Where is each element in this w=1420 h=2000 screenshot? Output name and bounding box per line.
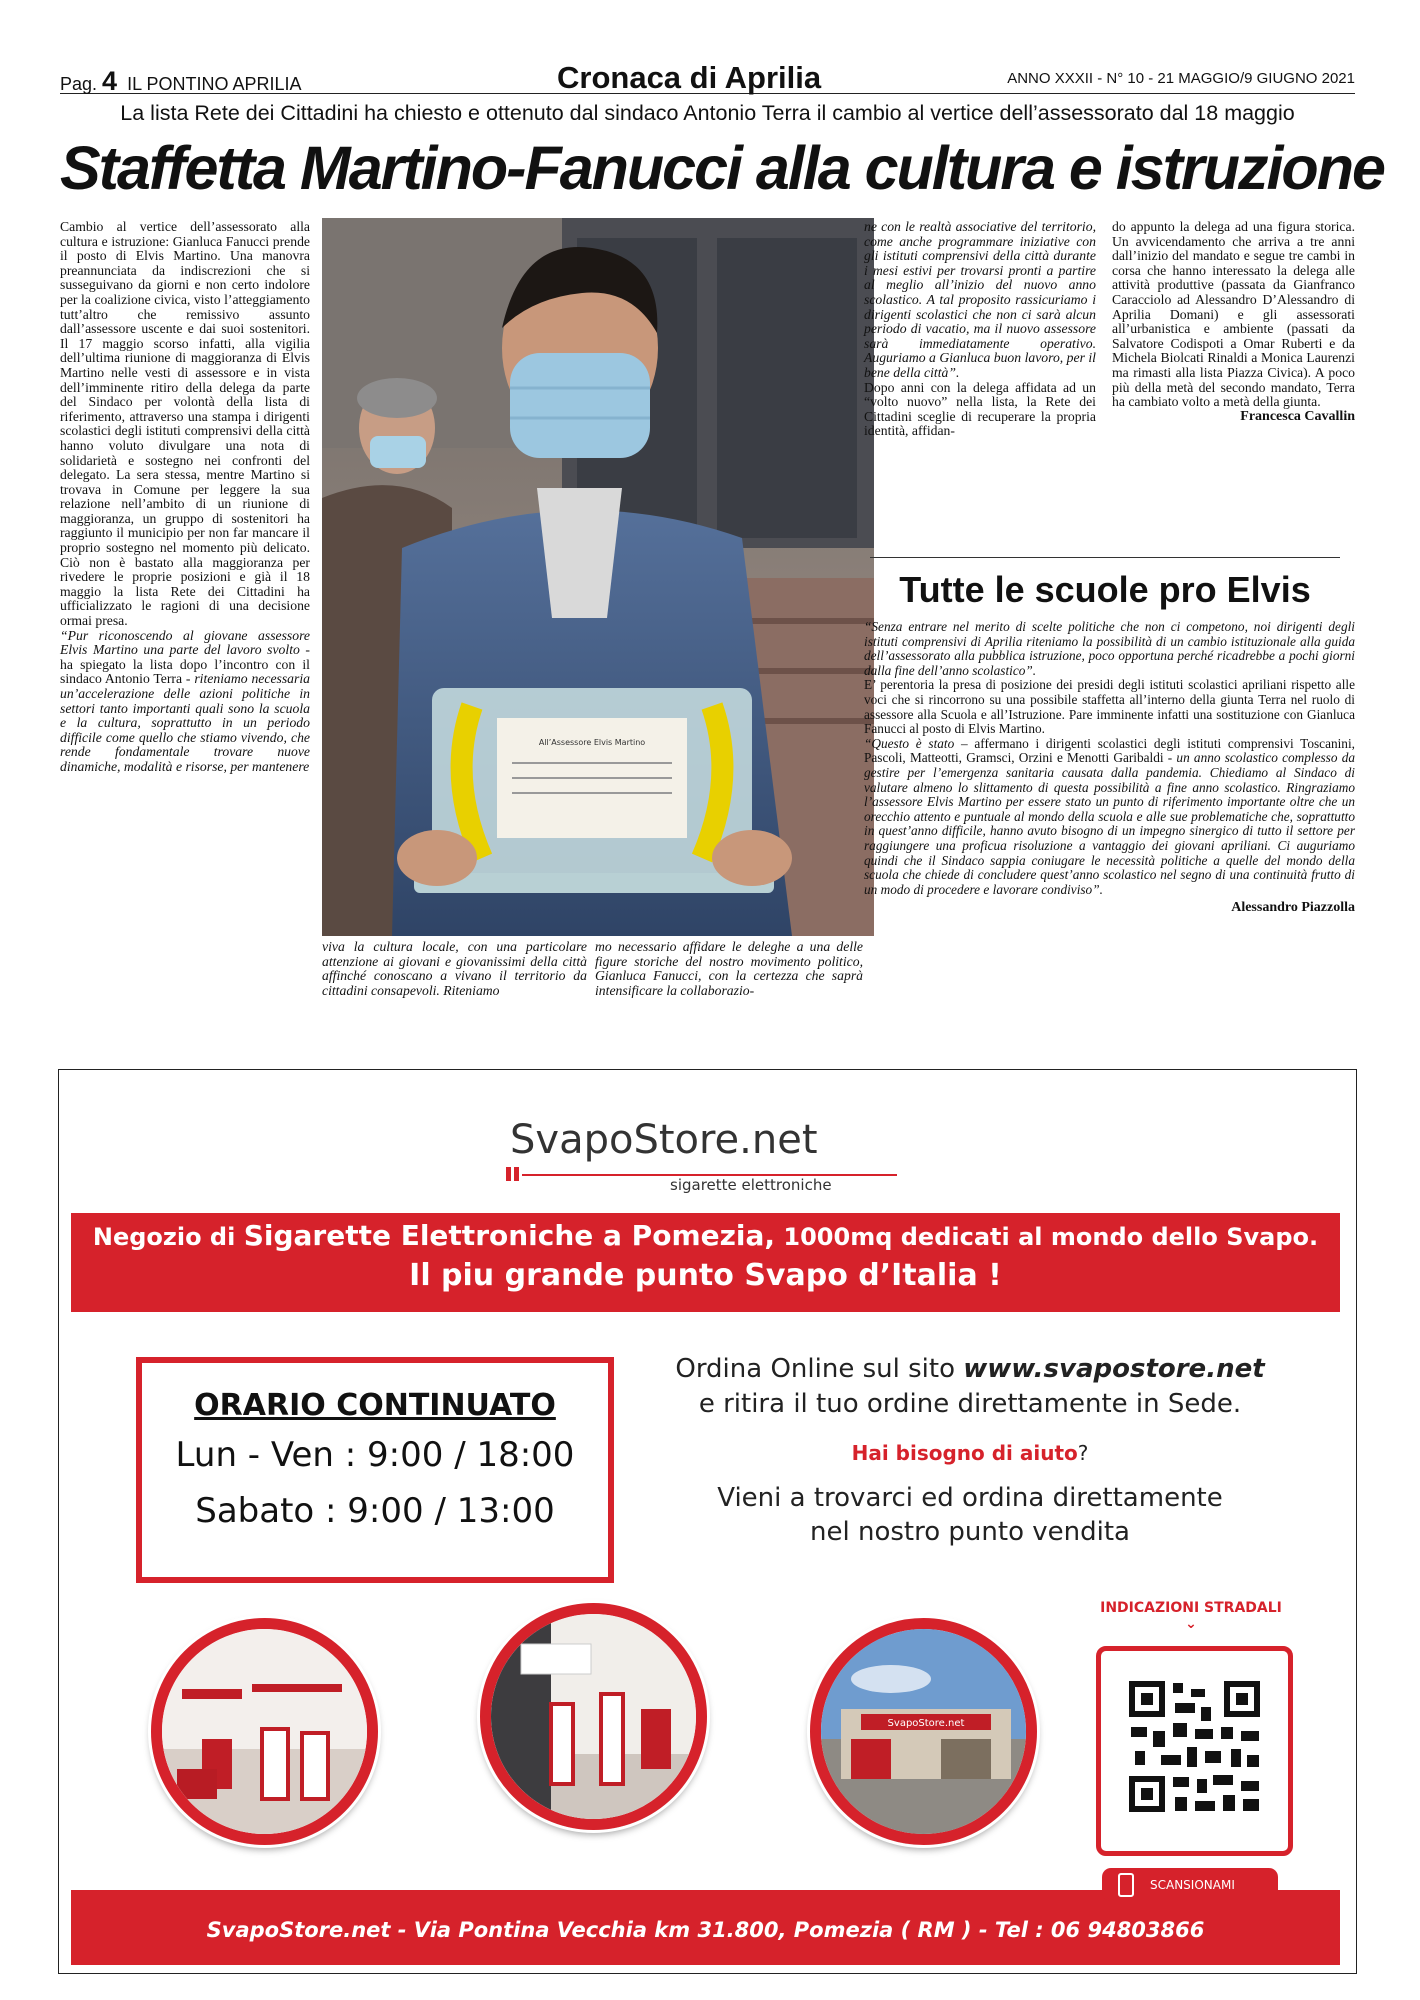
- paper-name: IL PONTINO APRILIA: [127, 74, 302, 94]
- store-interior-image: [162, 1629, 367, 1834]
- article-column-4: [1112, 220, 1355, 424]
- photo-illustration: [322, 218, 874, 936]
- quote-fragment: “Pur riconoscendo al giovane assessore Elvis Martino una parte del lavoro svolto: [60, 627, 310, 658]
- store-sign: SvapoStore.net: [887, 1718, 965, 1729]
- store-photo-exterior: [810, 1618, 1037, 1845]
- ad-subheadline: Il piu grande punto Svapo d’Italia !: [409, 1258, 1002, 1293]
- hours-weekdays: Lun - Ven : 9:00 / 18:00: [175, 1435, 575, 1475]
- quote-fragment: viva la cultura locale, con una particolare attenzione ai giovani e giovanissimi della città affinché conoscano a vivano il territorio da cittadini consapevoli. Riteniamo: [322, 939, 587, 998]
- chevron-down-icon: ⌄: [1185, 1616, 1197, 1632]
- article-paragraph: Dopo anni con la delega affidata ad un “volto nuovo” nella lista, la Rete dei Cittadini sceglie di recuperare la propria identità, affidan-: [864, 379, 1096, 439]
- quote-fragment: riteniamo necessaria un’accelerazione delle azioni politiche in settori tanto importanti quali sono la scuola e la cultura, soprattutto in un periodo difficile come quello che stiamo vivendo, che rende fondamentale trovare nuove dinamiche, modalità e risorse, per mantenere: [60, 671, 310, 774]
- store-exterior-image: [821, 1629, 1026, 1834]
- store-photo-interior-2: [480, 1603, 707, 1830]
- website-link[interactable]: www.svapostore.net: [963, 1354, 1265, 1384]
- visit-text: Vieni a trovarci ed ordina direttamente nel nostro punto vendita: [717, 1483, 1223, 1547]
- logo-text: SvapoStore.net: [510, 1117, 818, 1163]
- plaque-text: All’Assessore Elvis Martino: [538, 738, 646, 747]
- sidebar-headline: Tutte le scuole pro Elvis: [899, 569, 1311, 610]
- svapostore-logo[interactable]: [500, 1103, 920, 1193]
- logo-tagline: sigarette elettroniche: [670, 1176, 832, 1193]
- quote-fragment: “Questo è stato: [864, 735, 955, 751]
- phone-icon: [1118, 1873, 1134, 1897]
- sidebar-body: [864, 620, 1355, 916]
- store-interior-image: [491, 1614, 696, 1819]
- article-paragraph: Cambio al vertice dell’assessorato alla cultura e istruzione: Gianluca Fanucci prende il posto di Elvis Martino. Una manovra preannunciata da indiscrezioni che si susseguivano da giorni e non certo indolore per la coalizione civica, visto l’atteggiamento tutt’altro che remissivo assunto dall’assessore uscente e dai suoi sostenitori. Il 17 maggio scorso infatti, alla vigilia dell’ultima riunione di maggioranza di Elvis Martino nelle vesti di assessore e in vista dell’imminente ritiro della delega da parte del Sindaco per volontà della lista di riferimento, attraverso una stampa i dirigenti scolastici degli istituti comprensivi della città hanno voluto divulgare una nota di solidarietà e sostegno nei confronti del delegato. La sera stessa, mentre Martino si trovava in Comune per leggere la sua relazione nell’ambito di un riunione di maggioranza, un gruppo di sostenitori ha raggiunto il municipio per non far mancare il proprio sostegno nel momento più delicato. Ciò non è bastato alla maggioranza per rivedere le proprie posizioni e già il 18 maggio la lista Rete dei Cittadini ha ufficializzato le ragioni di una decisione ormai presa.: [60, 219, 310, 629]
- sidebar-paragraph: E’ perentoria la presa di posizione dei presidi degli istituti scolastici apriliani rispetto alle voci che si rincorrono su una possibile staffetta all’interno della giunta Terra nel ruolo di assessore alla Scuola e all’Istruzione. Pare imminente infatti una sostituzione con Gianluca Fanucci al posto di Elvis Martino.: [864, 677, 1355, 737]
- article-author: Francesca Cavallin: [1240, 408, 1355, 424]
- article-paragraph: do appunto la delega ad una figura storica. Un avvicendamento che arriva a tre anni dall’inizio del mandato e segue tre cambi in corsa che hanno interessato la delega alle attività produttive (passata da Gianfranco Caracciolo ad Alessandro D’Alessandro di Aprilia Domani) e gli assessorati all’urbanistica e ambiente (passati da Salvatore Codispoti a Omar Ruberti e da Michela Biolcati Rinaldi a Monica Laurenzi ma rimasti alla lista Piazza Civica). A poco più della metà del secondo mandato, Terra ha cambiato volto a metà della giunta.: [1112, 219, 1355, 410]
- page-header: [60, 60, 1355, 94]
- quote-paragraph: “Senza entrare nel merito di scelte politiche che non ci competono, noi dirigenti degli istituti comprensivi di Aprilia riteniamo la possibilità di un cambio istituzionale alla guida dell’assessorato alla pubblica istruzione, poco opportuna perché ricadrebbe a pochi giorni dalla fine dell’anno scolastico”.: [864, 619, 1355, 678]
- sidebar-author: Alessandro Piazzolla: [1231, 900, 1355, 916]
- attribution: – affermano i dirigenti scolastici degli istituti comprensivi Toscanini, Pascoli, Matteotti, Gramsci, Orzini e Menotti Garibaldi -: [864, 735, 1355, 766]
- store-photo-interior-1: [151, 1618, 378, 1845]
- page-number: 4: [102, 66, 118, 96]
- article-column-under-photo-2: [595, 940, 863, 998]
- logo-graphic: [500, 1103, 920, 1193]
- article-column-3: [864, 220, 1096, 439]
- qr-code-icon: [1101, 1651, 1288, 1851]
- article-column-1: [60, 220, 310, 775]
- qr-code-box[interactable]: [1096, 1646, 1293, 1856]
- section-title: Cronaca di Aprilia: [557, 60, 822, 95]
- article-headline: Staffetta Martino-Fanucci alla cultura e istruzione: [60, 134, 1384, 202]
- quote-fragment: mo necessario affidare le deleghe a una delle figure storiche del nostro movimento politico, Gianluca Fanucci, con la certezza che saprà intensificare la collaborazio-: [595, 939, 863, 998]
- edition-info: ANNO XXXII - N° 10 - 21 MAGGIO/9 GIUGNO 2021: [1007, 70, 1355, 87]
- page-number-label: Pag. 4 IL PONTINO APRILIA: [60, 66, 302, 96]
- ad-footer-address: SvapoStore.net - Via Pontina Vecchia km 31.800, Pomezia ( RM ) - Tel : 06 94803866: [206, 1918, 1205, 1942]
- hours-saturday: Sabato : 9:00 / 13:00: [195, 1491, 555, 1531]
- online-order-block: Ordina Online sul sito www.svapostore.net e ritira il tuo ordine direttamente in Sede. Hai bisogno di aiuto? Vieni a trovarci ed ordina direttamente nel nostro punto vendita: [640, 1352, 1300, 1549]
- hours-title: ORARIO CONTINUATO: [194, 1388, 556, 1423]
- article-column-under-photo-1: [322, 940, 587, 998]
- quote-fragment: un anno scolastico complesso da gestire per l’emergenza sanitaria causata dalla pandemia. Chiediamo al Sindaco di valutare almeno lo slittamento di questa possibilità a fine anno scolastico. Ringraziamo l’assessore Elvis Martino per essere stato un punto di riferimento importante oltre che un orecchio attento e puntuale al mondo della scuola e alle sue problematiche che, soprattutto in quest’anno difficile, hanno avuto bisogno di un impegno sinergico di tutto il settore per raggiungere una proficua risoluzione a vantaggio dei giovani apriliani. Ci auguriamo quindi che il Sindaco sappia coniugare le necessità politiche a quelle del mondo della scuola che chiede di concludere quest’anno scolastico nel segno di una continuità frutto di un modo di procedere e lavorare condiviso”.: [864, 750, 1355, 897]
- ad-headline: Negozio di Sigarette Elettroniche a Pomezia, 1000mq dedicati al mondo dello Svapo.: [92, 1219, 1319, 1252]
- article-kicker: La lista Rete dei Cittadini ha chiesto e ottenuto dal sindaco Antonio Terra il cambio al vertice dell’assessorato dal 18 maggio: [120, 101, 1295, 125]
- opening-hours-box: [136, 1357, 614, 1583]
- help-prompt: Hai bisogno di aiuto?: [851, 1441, 1089, 1465]
- attribution: - ha spiegato la lista dopo l’incontro con il sindaco Antonio Terra -: [60, 642, 310, 687]
- section-divider: [870, 557, 1340, 558]
- directions-label: INDICAZIONI STRADALI ⌄: [1100, 1600, 1282, 1632]
- scan-label: SCANSIONAMI: [1150, 1877, 1235, 1892]
- quote-fragment: ne con le realtà associative del territorio, come anche programmare iniziative con gli istituti comprensivi della città durante i mesi estivi per trovarsi pronti a partire al meglio all’inizio del nuovo anno scolastico. A tal proposito rassicuriamo i dirigenti scolastici che non ci sarà alcun periodo di vacatio, ma il nuovo assessore sarà immediatamente operativo. Auguriamo a Gianluca buon lavoro, per il bene della città”.: [864, 219, 1096, 380]
- scan-button[interactable]: [1102, 1868, 1278, 1901]
- article-photo: [322, 218, 874, 936]
